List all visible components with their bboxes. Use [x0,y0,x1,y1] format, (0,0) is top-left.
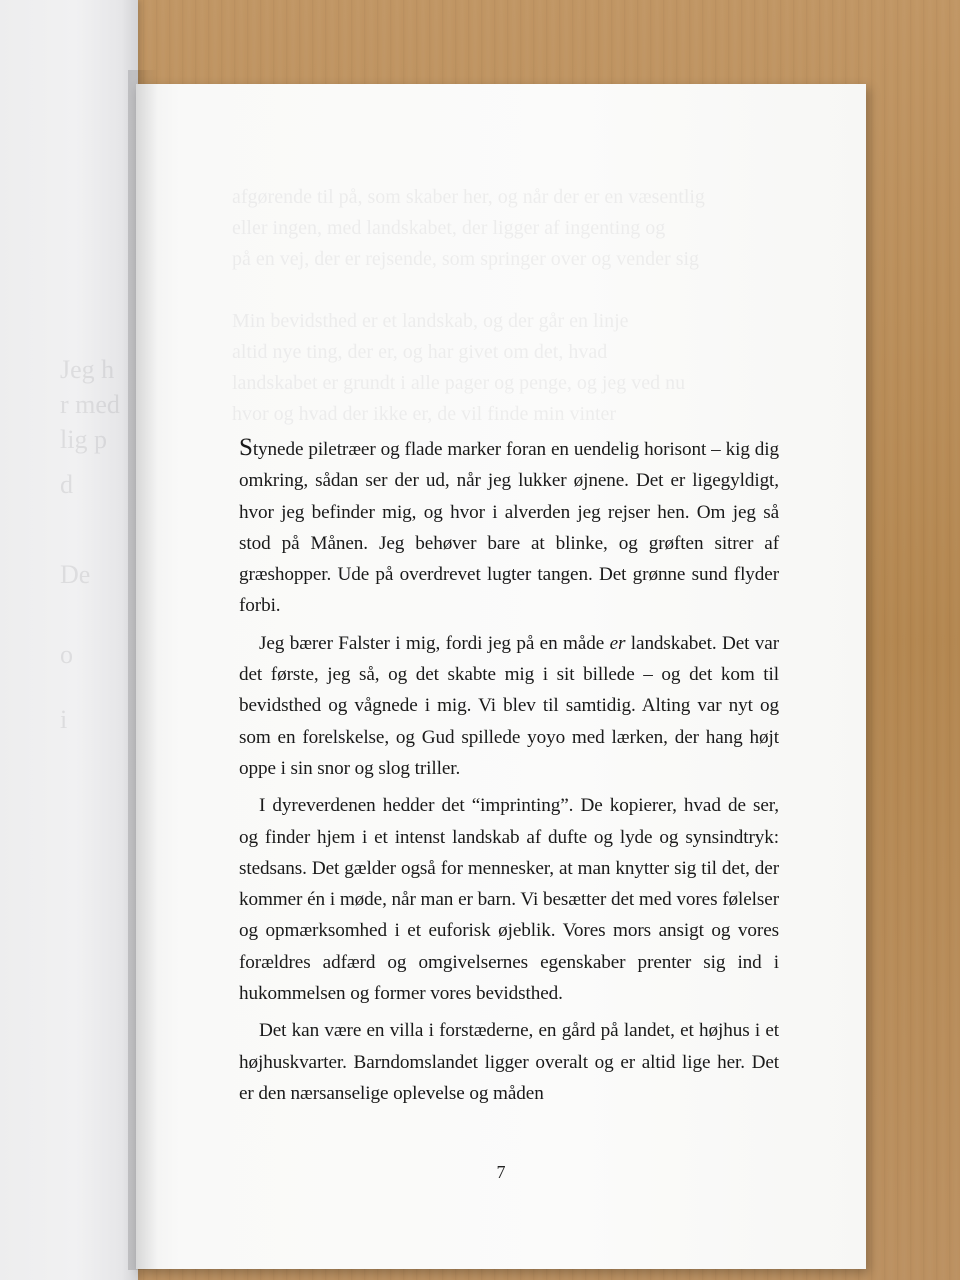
paragraph-text: tynede piletræer og flade marker foran en uendelig horisont – kig dig omkring, sådan ser der ud, når jeg lukker øjnene. Det er ligegyldigt, hvor jeg befinder mig, og hvor i alverden jeg rejser hen. Om jeg så stod på Månen. Jeg behøver bare at blinke, og grøften sitrer af græshopper. Ude på overdrevet lugter tangen. Det grønne sund flyder forbi. [239,439,779,617]
facing-page-ghost-line: o [60,640,73,669]
paragraph-text: landskabet. Det var det første, jeg så, og det skabte mig i sit billede – og det kom til bevidsthed og vågnede i mig. Vi blev til samtidig. Alting var nyt og som en forelskelse, og Gud spillede yoyo med lærken, der hang højt oppe i sin snor og slog triller. [239,632,779,779]
paragraph-1 [239,432,779,622]
paragraph-2 [239,628,779,784]
drop-cap: S [239,434,253,461]
bleed-through-line: afgørende til på, som skaber her, og når der er en væsentlig [232,186,705,208]
page-number: 7 [496,1162,506,1182]
paragraph-4: Det kan være en villa i forstæderne, en gård på landet, et højhus i et højhuskvarter. Barndomslandet ligger overalt og er altid lige her. Det er den nærsanselige oplevelse og måden [239,1020,779,1104]
bleed-through-line: landskabet er grundt i alle pager og penge, og jeg ved nu [232,372,686,394]
bleed-through-line: Min bevidsthed er et landskab, og der går en linje [232,310,629,332]
bleed-through-line: eller ingen, med landskabet, der ligger af ingenting og [232,217,666,239]
facing-page [0,0,138,1280]
facing-page-ghost-line: d [60,470,73,499]
bleed-through-text [232,182,792,430]
facing-page-ghost-line: Jeg h [60,355,115,384]
bleed-through-line: på en vej, der er rejsende, som springer over og vender sig [232,248,700,270]
body-text [239,432,779,1115]
book-page [136,84,866,1269]
bleed-through-line: altid nye ting, der er, og har givet om det, hvad [232,341,608,363]
facing-page-ghost-line: i [60,705,68,734]
emphasis: er [609,632,626,654]
facing-page-ghost-line: lig p [60,425,107,454]
paragraph-3: I dyreverdenen hedder det “imprinting”. De kopierer, hvad de ser, og finder hjem i et intenst landskab af dufte og lyde og synsindtryk: stedsans. Det gælder også for mennesker, at man knytter sig til det, der kommer én i møde, når man er barn. Vi besætter det med vores følelser og opmærksomhed i et euforisk øjeblik. Vores mors ansigt og vores forældres adfærd og omgivelsernes egenskaber prenter sig ind i hukommelsen og former vores bevidsthed. [239,795,779,1005]
bleed-through-line: hvor og hvad der ikke er, de vil finde min vinter [232,403,617,425]
bleed-through-line [232,275,792,306]
facing-page-ghost-line: De [60,560,91,589]
facing-page-ghost-line: r med [60,390,120,419]
paragraph-text: Jeg bærer Falster i mig, fordi jeg på en måde [259,632,610,654]
